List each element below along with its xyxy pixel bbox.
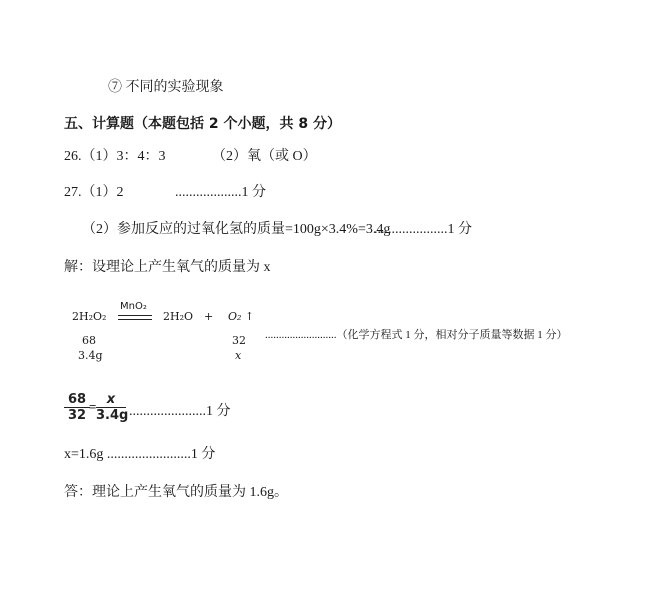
fraction-left-denominator: 32 xyxy=(64,407,90,423)
equation-plus: + xyxy=(204,310,214,323)
proportion-score: ......................1 分 xyxy=(129,404,231,419)
equation-product2: O₂ ↑ xyxy=(228,310,255,323)
equation-given1: 3.4g xyxy=(78,349,103,362)
equation-score-note: ..........................（化学方程式 1 分，相对分子质量等数据 1 分） xyxy=(265,329,568,341)
section-heading: 五、计算题（本题包括 2 个小题，共 8 分） xyxy=(64,116,341,132)
q27-part1-score: ...................1 分 xyxy=(175,185,266,200)
equation-mass2: 32 xyxy=(232,334,246,347)
q27-part2-score: .....................1 分 xyxy=(374,222,472,237)
proportion-equals: = xyxy=(89,399,97,414)
fraction-right-denominator: 3.4g xyxy=(96,408,129,423)
equation-catalyst: MnO₂ xyxy=(120,301,147,312)
fraction-left xyxy=(64,392,90,423)
answer-line: 答：理论上产生氧气的质量为 1.6g。 xyxy=(64,485,288,500)
equation-double-bar xyxy=(118,315,152,320)
equation-mass1: 68 xyxy=(82,334,96,347)
equation-reactant: 2H₂O₂ xyxy=(72,310,107,323)
item-7: ⑦ 不同的实验现象 xyxy=(108,80,224,95)
fraction-left-numerator: 68 xyxy=(67,392,87,407)
fraction-right-numerator: x xyxy=(106,392,116,407)
q26-part1: 26.（1）3：4：3 xyxy=(64,149,166,164)
q27-part1: 27.（1）2 xyxy=(64,185,124,200)
equation-given2: x xyxy=(235,349,242,362)
result-line: x=1.6g ........................1 分 xyxy=(64,447,216,462)
q26-part2: （2）氧（或 O） xyxy=(212,149,317,164)
equation-product1: 2H₂O xyxy=(163,310,194,323)
q27-part2: （2）参加反应的过氧化氢的质量=100g×3.4%=3.4g xyxy=(82,222,391,237)
solution-intro: 解：设理论上产生氧气的质量为 x xyxy=(64,260,271,275)
fraction-right xyxy=(96,392,129,423)
